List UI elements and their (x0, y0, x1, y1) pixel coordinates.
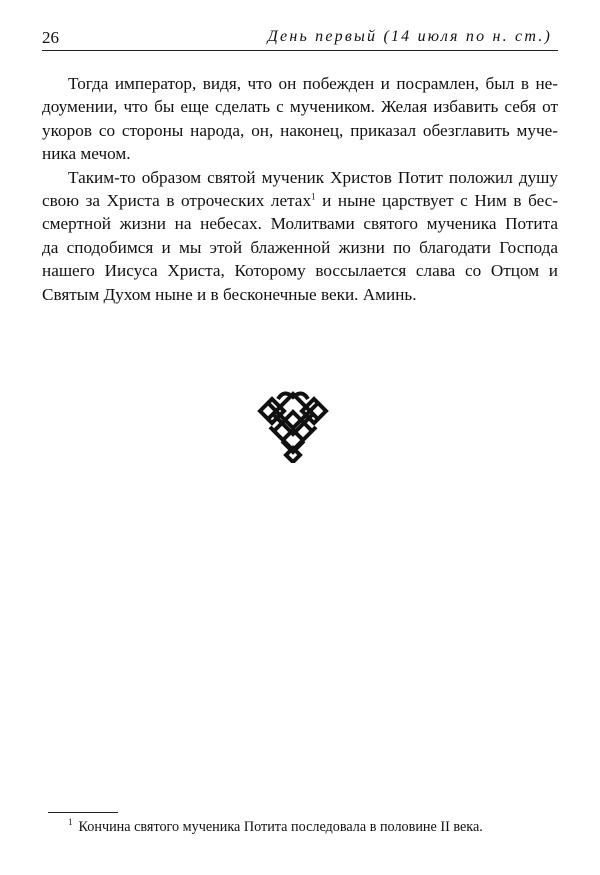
paragraph-1 (42, 72, 558, 166)
celtic-knot-heart-icon (256, 385, 330, 463)
text-line: смертной жизни на небесах. Молитвами святого мученика Потита (42, 214, 558, 234)
text-line: ника мечом. (42, 144, 131, 164)
text-line: укоров со стороны народа, он, наконец, приказал обезглавить муче- (42, 120, 558, 140)
footnote-reference[interactable]: 1 (311, 191, 316, 202)
text-line: да сподобимся и мы этой блаженной жизни по благодати Господа (42, 237, 558, 257)
text-line: Святым Духом ныне и в бесконечные веки. Аминь. (42, 284, 417, 304)
paragraph-2 (42, 166, 558, 306)
running-title: День первый (14 июля по н. ст.) (267, 28, 552, 45)
footnote-divider (48, 812, 118, 813)
main-text (42, 72, 558, 306)
footnote-text: Кончина святого мученика Потита последовала в половине II века. (78, 819, 483, 835)
footnote-mark: 1 (68, 817, 73, 828)
page-header (42, 28, 558, 51)
text-segment: свою за Христа в отроческих летах (42, 191, 312, 211)
page-number: 26 (42, 28, 59, 47)
text-line: Таким-то образом святой мученик Христов Потит положил душу (68, 167, 558, 187)
footnote (68, 819, 483, 836)
text-line: нашего Иисуса Христа, Которому воссылается слава со Отцом и (42, 261, 558, 281)
text-line-with-footnote (42, 189, 558, 212)
text-segment: и ныне царствует с Ним в бес- (315, 191, 558, 211)
text-line: Тогда император, видя, что он побежден и посрамлен, был в не- (68, 74, 558, 93)
text-line: доумении, что бы еще сделать с мучеником. Желая избавить себя от (42, 97, 558, 117)
